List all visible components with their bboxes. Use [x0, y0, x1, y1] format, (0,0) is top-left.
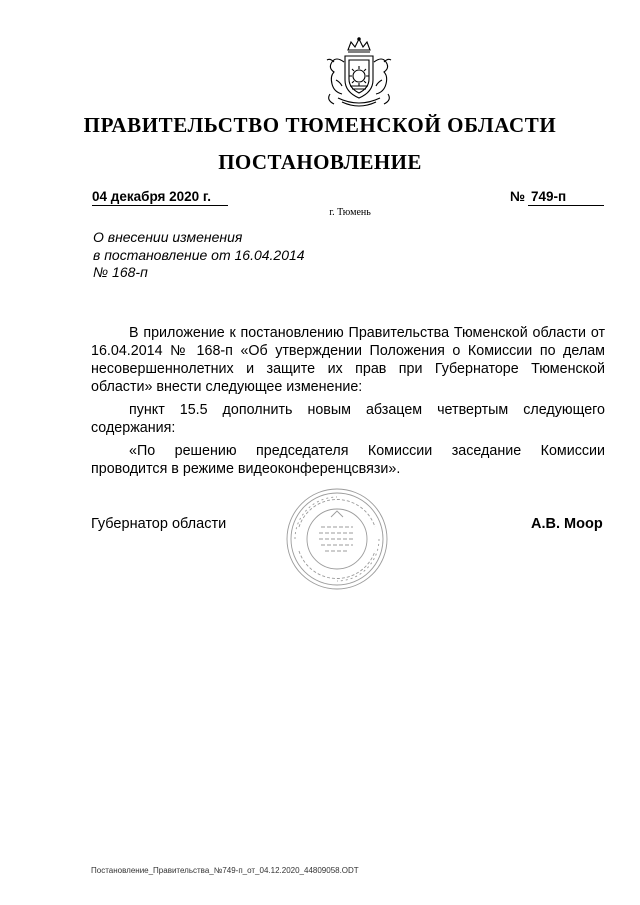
document-date: 04 декабря 2020 г.: [92, 189, 228, 206]
official-stamp-icon: [285, 487, 389, 591]
body-paragraph: пункт 15.5 дополнить новым абзацем четвертым следующего содержания:: [91, 402, 605, 436]
document-type-title: ПОСТАНОВЛЕНИЕ: [218, 150, 422, 174]
government-title: ПРАВИТЕЛЬСТВО ТЮМЕНСКОЙ ОБЛАСТИ: [83, 113, 557, 137]
document-body: [91, 324, 605, 483]
subject-line: в постановление от 16.04.2014: [93, 246, 305, 263]
subject-line: № 168-п: [93, 264, 148, 280]
document-number: 749-п: [528, 189, 604, 206]
subject-line: О внесении изменения: [93, 229, 243, 245]
footer-file-name: Постановление_Правительства_№749-п_от_04.12.2020_44809058.ODT: [91, 866, 359, 875]
body-paragraph: «По решению председателя Комиссии заседание Комиссии проводится в режиме видеоконференцсвязи».: [91, 443, 605, 477]
number-sign: №: [510, 189, 526, 204]
document-city: г. Тюмень: [329, 207, 371, 218]
signatory-position: Губернатор области: [91, 516, 227, 532]
document-subject: [93, 229, 353, 282]
body-paragraph: В приложение к постановлению Правительства Тюменской области от 16.04.2014 № 168-п «Об утверждении Положения о Комиссии по делам несовершеннолетних и защите их прав при Губернаторе Тюменской области» внести следующее изменение:: [91, 325, 605, 395]
coat-of-arms-icon: [318, 36, 400, 112]
signatory-name: А.В. Моор: [531, 516, 603, 532]
